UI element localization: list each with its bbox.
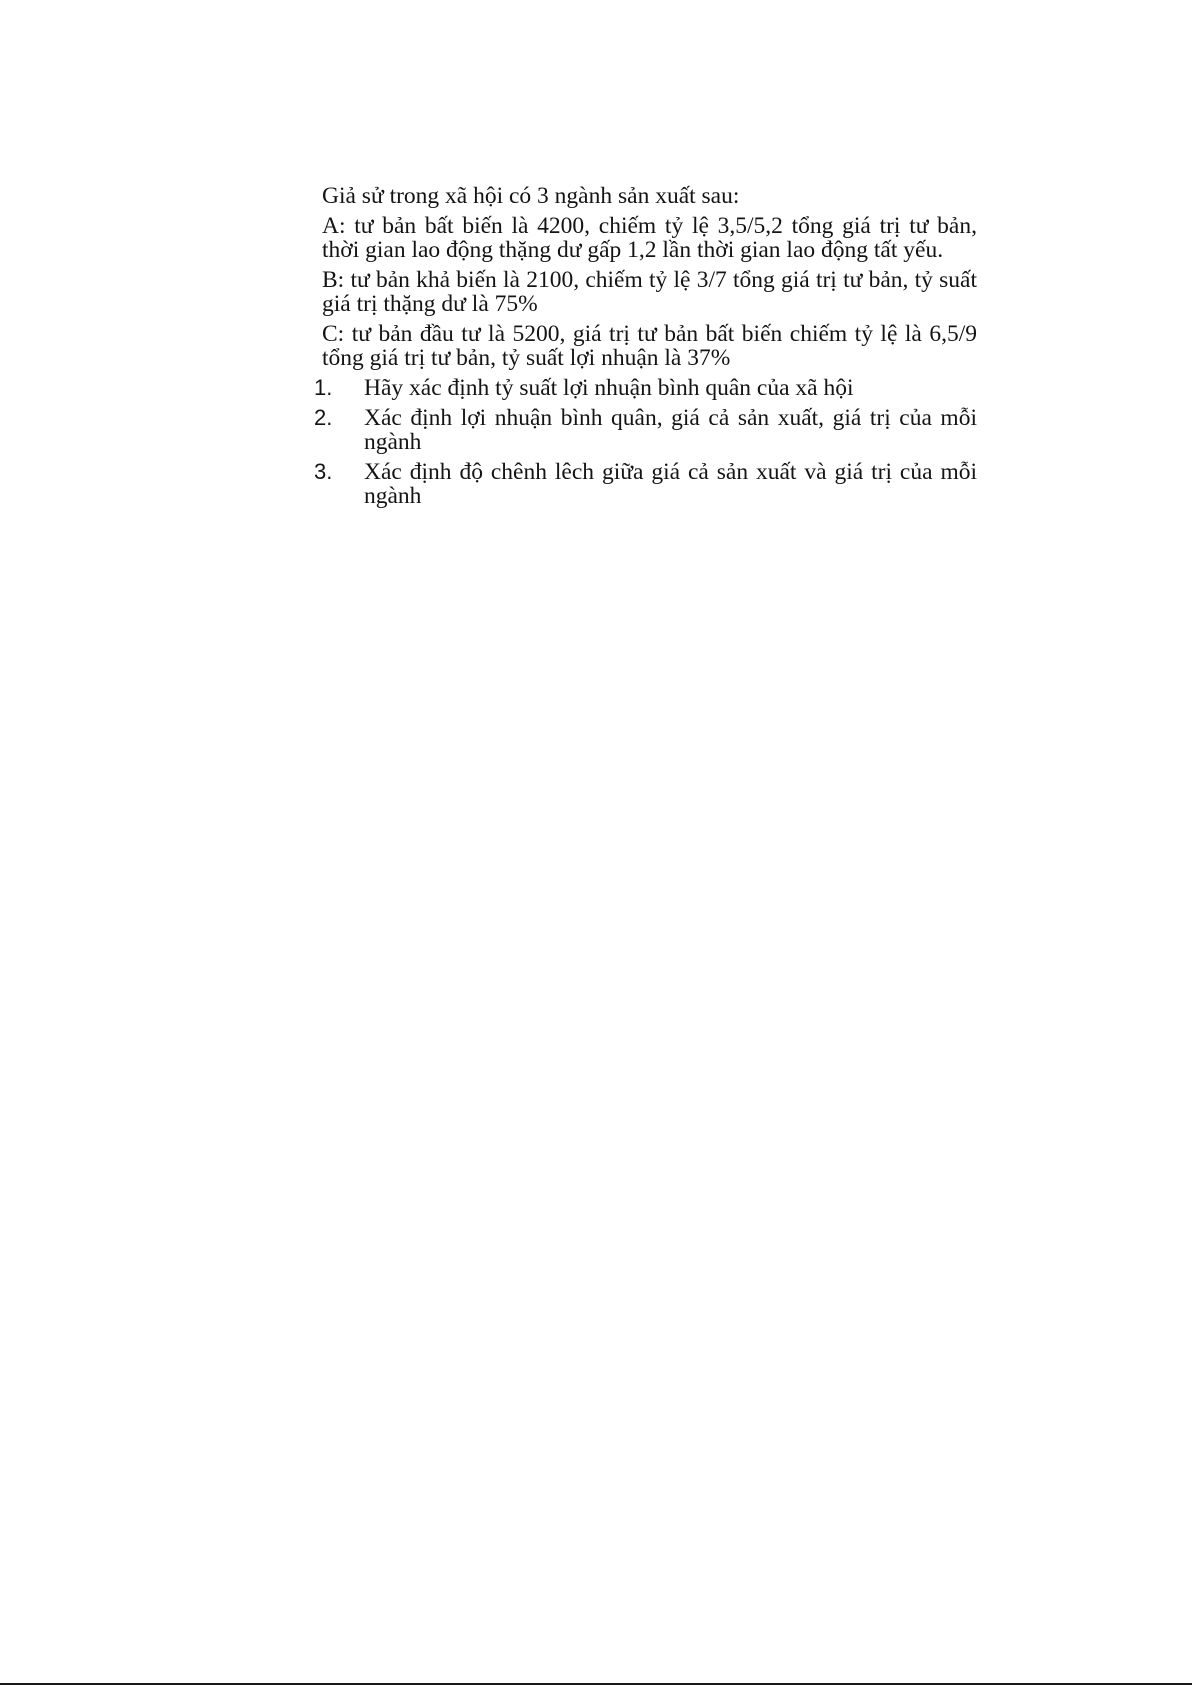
- question-item: [314, 375, 977, 401]
- document-body: [314, 183, 977, 514]
- question-number: 3.: [314, 459, 333, 484]
- intro-paragraph: Giả sử trong xã hội có 3 ngành sản xuất sau:: [322, 183, 740, 209]
- industry-b-paragraph: B: tư bản khả biến là 2100, chiếm tỷ lệ 3/7 tổng giá trị tư bản, tỷ suất giá trị thặng dư là 75%: [322, 267, 977, 317]
- question-text: Xác định lợi nhuận bình quân, giá cả sản xuất, giá trị của mỗi ngành: [364, 405, 977, 455]
- question-number: 1.: [314, 375, 333, 400]
- question-item: [314, 459, 977, 509]
- question-item: [314, 405, 977, 455]
- question-text: Xác định độ chênh lêch giữa giá cả sản xuất và giá trị của mỗi ngành: [364, 459, 977, 509]
- question-list: [314, 375, 977, 509]
- industry-c-paragraph: C: tư bản đầu tư là 5200, giá trị tư bản bất biến chiếm tỷ lệ là 6,5/9 tổng giá trị tư bản, tỷ suất lợi nhuận là 37%: [322, 321, 977, 371]
- question-text: Hãy xác định tỷ suất lợi nhuận bình quân của xã hội: [364, 375, 854, 401]
- question-number: 2.: [314, 405, 333, 430]
- industry-a-paragraph: A: tư bản bất biến là 4200, chiếm tỷ lệ 3,5/5,2 tổng giá trị tư bản, thời gian lao động thặng dư gấp 1,2 lần thời gian lao động tất yếu.: [322, 213, 977, 263]
